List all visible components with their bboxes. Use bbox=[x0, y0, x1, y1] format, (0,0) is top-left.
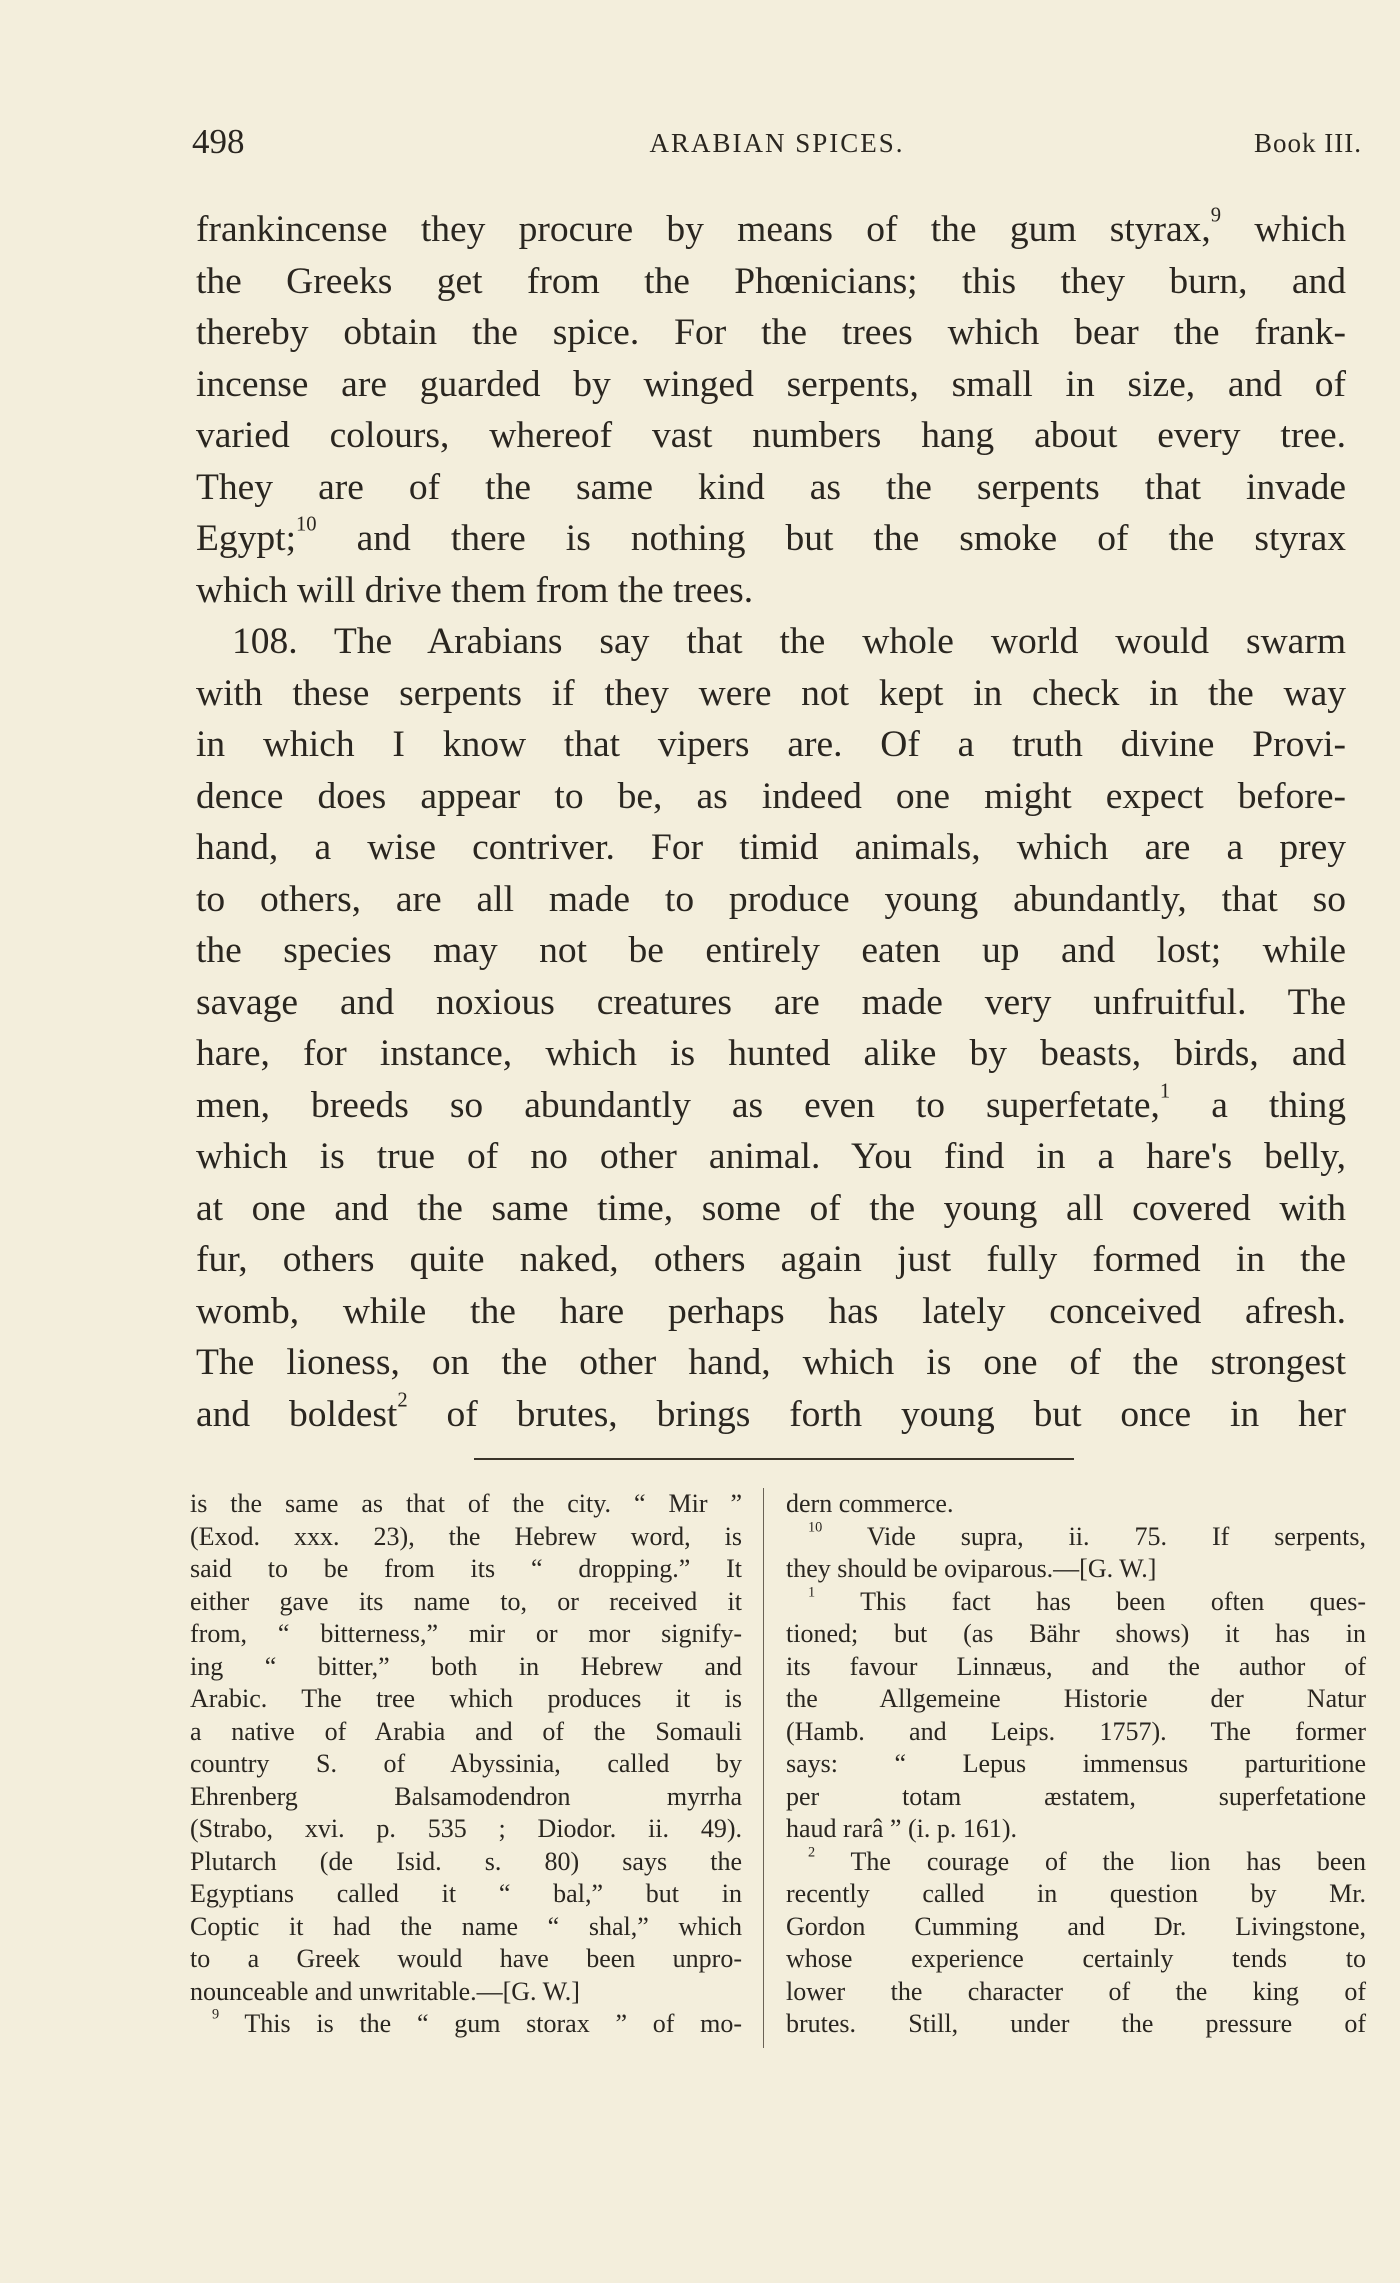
text-line bbox=[190, 1683, 742, 1716]
line-text: tioned; but (as Bähr shows) it has in bbox=[786, 1619, 1366, 1648]
text-line bbox=[786, 1683, 1366, 1716]
line-text: (Exod. xxx. 23), the Hebrew word, is bbox=[190, 1521, 742, 1551]
line-text: says: “ Lepus immensus parturitione bbox=[786, 1749, 1366, 1778]
text-line bbox=[196, 513, 1346, 565]
text-line bbox=[190, 1846, 742, 1879]
line-text: thereby obtain the spice. For the trees which bear the frank- bbox=[196, 312, 1346, 353]
line-text: from, “ bitterness,” mir or mor signify- bbox=[190, 1619, 742, 1648]
line-text: with these serpents if they were not kept in check in the way bbox=[196, 672, 1346, 714]
text-line bbox=[196, 668, 1346, 720]
line-text: This is the “ gum storax ” of mo- bbox=[244, 2009, 742, 2038]
line-text: Gordon Cumming and Dr. Livingstone, bbox=[786, 1911, 1366, 1941]
line-text: incense are guarded by winged serpents, small in size, and of bbox=[196, 363, 1346, 405]
text-line bbox=[196, 1286, 1346, 1338]
line-text: varied colours, whereof vast numbers hang about every tree. bbox=[196, 415, 1346, 456]
footnote-ref: 10 bbox=[296, 513, 317, 536]
line-text: men, breeds so abundantly as even to superfetate, bbox=[196, 1084, 1160, 1126]
text-line bbox=[190, 1651, 742, 1684]
footnote-marker: 9 bbox=[212, 2006, 220, 2023]
line-text-cont: and there is nothing but the smoke of the styrax bbox=[316, 518, 1346, 559]
text-line bbox=[196, 1028, 1346, 1080]
line-text: dence does appear to be, as indeed one might expect before- bbox=[196, 775, 1346, 817]
line-text: nounceable and unwritable.—[G. W.] bbox=[190, 1976, 580, 2006]
text-line bbox=[190, 1716, 742, 1749]
line-text: per totam æstatem, superfetatione bbox=[786, 1781, 1366, 1811]
line-text: in which I know that vipers are. Of a truth divine Provi- bbox=[196, 724, 1346, 765]
text-line bbox=[196, 874, 1346, 926]
text-line bbox=[196, 410, 1346, 462]
text-line bbox=[786, 1748, 1366, 1781]
footnote-ref: 1 bbox=[1159, 1079, 1171, 1102]
line-text: They are of the same kind as the serpents that invade bbox=[196, 466, 1346, 508]
text-line bbox=[190, 1976, 742, 2009]
line-text: (Hamb. and Leips. 1757). The former bbox=[786, 1716, 1366, 1746]
text-line bbox=[786, 1618, 1366, 1651]
line-text: said to be from its “ dropping.” It bbox=[190, 1554, 742, 1583]
text-line bbox=[196, 1389, 1346, 1441]
text-line bbox=[196, 977, 1346, 1029]
book-label: Book III. bbox=[1254, 128, 1362, 158]
text-line bbox=[196, 1080, 1346, 1132]
line-text: lower the character of the king of bbox=[786, 1976, 1366, 2006]
column-divider bbox=[763, 1488, 764, 2048]
line-text: Plutarch (de Isid. s. 80) says the bbox=[190, 1846, 742, 1876]
text-line bbox=[786, 1716, 1366, 1749]
footnote-column-left bbox=[190, 1488, 742, 2041]
line-text: the species may not be entirely eaten up and lost; while bbox=[196, 930, 1346, 971]
line-text: haud rarâ ” (i. p. 161). bbox=[786, 1814, 1018, 1843]
line-text: Coptic it had the name “ shal,” which bbox=[190, 1911, 742, 1941]
running-title: ARABIAN SPICES. bbox=[649, 128, 905, 158]
text-line bbox=[786, 1583, 1367, 1619]
text-line bbox=[190, 1586, 742, 1619]
line-text: is the same as that of the city. “ Mir ” bbox=[190, 1489, 742, 1518]
line-text: (Strabo, xvi. p. 535 ; Diodor. ii. 49). bbox=[190, 1814, 742, 1843]
line-text: the Allgemeine Historie der Natur bbox=[786, 1684, 1366, 1713]
text-line bbox=[196, 204, 1346, 256]
line-text: they should be oviparous.—[G. W.] bbox=[786, 1554, 1157, 1583]
text-line bbox=[196, 1234, 1346, 1286]
text-line bbox=[196, 462, 1346, 514]
line-text: its favour Linnæus, and the author of bbox=[786, 1651, 1366, 1681]
text-line bbox=[786, 1651, 1366, 1684]
text-line bbox=[190, 1813, 742, 1846]
text-line bbox=[196, 1337, 1346, 1389]
line-text: to others, are all made to produce young abundantly, that so bbox=[196, 878, 1346, 920]
text-line bbox=[190, 1488, 742, 1521]
text-line bbox=[190, 2008, 742, 2041]
footnote-column-right bbox=[786, 1488, 1366, 2041]
main-text bbox=[196, 204, 1346, 1440]
line-text: hare, for instance, which is hunted alike by beasts, birds, and bbox=[196, 1033, 1346, 1074]
line-text: hand, a wise contriver. For timid animals, which are a prey bbox=[196, 827, 1346, 868]
text-line bbox=[190, 1781, 742, 1814]
line-text: whose experience certainly tends to bbox=[786, 1944, 1366, 1973]
text-line bbox=[196, 822, 1346, 874]
text-line bbox=[786, 1553, 1366, 1586]
line-text: womb, while the hare perhaps has lately conceived afresh. bbox=[196, 1290, 1346, 1332]
text-line bbox=[786, 1976, 1366, 2009]
line-text: fur, others quite naked, others again just fully formed in the bbox=[196, 1239, 1346, 1280]
line-text: the Greeks get from the Phœnicians; this they burn, and bbox=[196, 260, 1346, 302]
line-text: a native of Arabia and of the Somauli bbox=[190, 1716, 742, 1746]
line-text-cont: of brutes, brings forth young but once in her bbox=[407, 1393, 1346, 1435]
line-text: and boldest bbox=[196, 1393, 398, 1435]
text-line bbox=[786, 1813, 1366, 1846]
line-text: at one and the same time, some of the young all covered with bbox=[196, 1187, 1346, 1229]
line-text: either gave its name to, or received it bbox=[190, 1586, 742, 1616]
text-line bbox=[190, 1618, 742, 1651]
line-text: brutes. Still, under the pressure of bbox=[786, 2009, 1366, 2038]
text-line bbox=[196, 616, 1346, 668]
line-text: which will drive them from the trees. bbox=[196, 569, 754, 611]
text-line bbox=[196, 771, 1346, 823]
line-text: Ehrenberg Balsamodendron myrrha bbox=[190, 1781, 742, 1811]
text-line bbox=[196, 719, 1346, 771]
line-text: savage and noxious creatures are made very unfruitful. The bbox=[196, 981, 1346, 1023]
line-text: country S. of Abyssinia, called by bbox=[190, 1749, 742, 1778]
footnote-marker: 10 bbox=[808, 1518, 823, 1535]
text-line bbox=[196, 565, 1346, 617]
page-number: 498 bbox=[192, 122, 245, 161]
text-line bbox=[196, 256, 1346, 308]
line-text: This fact has been often ques- bbox=[860, 1586, 1367, 1616]
line-text: ing “ bitter,” both in Hebrew and bbox=[190, 1651, 742, 1681]
line-text: recently called in question by Mr. bbox=[786, 1879, 1366, 1908]
text-line bbox=[786, 1943, 1366, 1976]
text-line bbox=[196, 925, 1346, 977]
text-line bbox=[196, 307, 1346, 359]
running-header bbox=[192, 122, 1362, 170]
text-line bbox=[196, 1183, 1346, 1235]
footnote-marker: 2 bbox=[808, 1843, 816, 1860]
text-line bbox=[196, 359, 1346, 411]
line-text: frankincense they procure by means of the gum styrax, bbox=[196, 209, 1211, 250]
text-line bbox=[786, 1518, 1366, 1554]
line-text: Egyptians called it “ bal,” but in bbox=[190, 1879, 742, 1908]
line-text-cont: a thing bbox=[1170, 1084, 1346, 1126]
text-line bbox=[196, 1131, 1346, 1183]
line-text: dern commerce. bbox=[786, 1489, 954, 1518]
line-text: 108. The Arabians say that the whole world would swarm bbox=[232, 621, 1346, 662]
text-line bbox=[786, 1878, 1366, 1911]
line-text: Egypt; bbox=[196, 518, 296, 559]
text-line bbox=[786, 1911, 1366, 1944]
text-line bbox=[786, 1781, 1366, 1814]
text-line bbox=[786, 2008, 1366, 2041]
text-line bbox=[190, 1521, 742, 1554]
text-line bbox=[190, 1748, 742, 1781]
footnote-rule bbox=[474, 1458, 1074, 1460]
text-line bbox=[190, 1911, 742, 1944]
line-text: The courage of the lion has been bbox=[850, 1846, 1366, 1876]
footnote-ref: 9 bbox=[1210, 204, 1222, 227]
footnote-marker: 1 bbox=[808, 1583, 816, 1600]
line-text: Vide supra, ii. 75. If serpents, bbox=[866, 1521, 1366, 1551]
text-line bbox=[786, 1843, 1366, 1879]
line-text-cont: which bbox=[1221, 209, 1346, 250]
line-text: Arabic. The tree which produces it is bbox=[190, 1684, 742, 1713]
text-line bbox=[190, 1878, 742, 1911]
line-text: The lioness, on the other hand, which is one of the strongest bbox=[196, 1342, 1346, 1383]
footnote-ref: 2 bbox=[397, 1388, 408, 1411]
text-line bbox=[190, 1553, 742, 1586]
line-text: which is true of no other animal. You find in a hare's belly, bbox=[196, 1136, 1346, 1177]
line-text: to a Greek would have been unpro- bbox=[190, 1944, 742, 1973]
text-line bbox=[786, 1488, 1366, 1521]
text-line bbox=[190, 1943, 742, 1976]
